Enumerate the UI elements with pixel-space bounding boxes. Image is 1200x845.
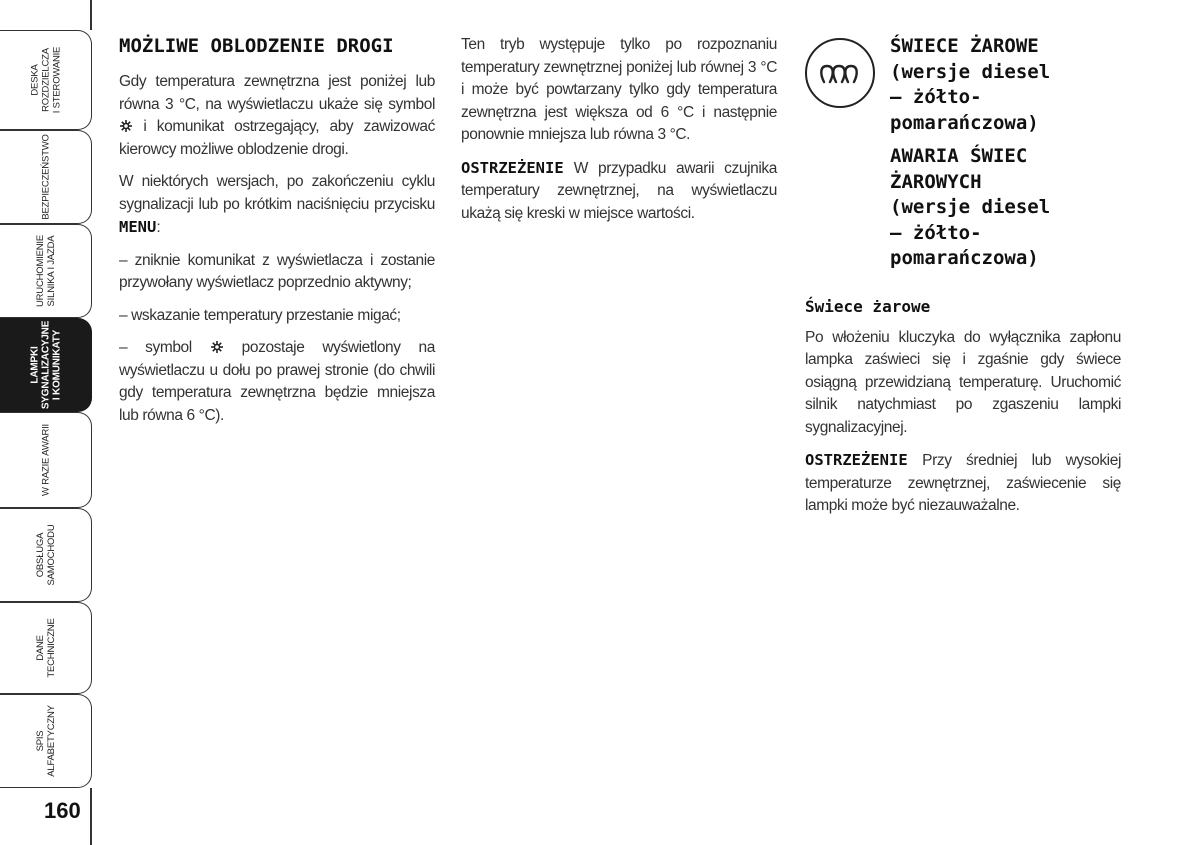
snowflake-icon	[119, 119, 133, 133]
heading-line: AWARIA ŚWIEC	[890, 145, 1028, 167]
tab-bezpieczenstwo[interactable]	[0, 130, 92, 224]
heading-line: ŻAROWYCH	[890, 170, 982, 193]
tab-label: URUCHOMIENIE SILNIKA I JAZDA	[34, 234, 57, 308]
tab-label: LAMPKI SYGNALIZACYJNE I KOMUNIKATY	[29, 320, 62, 410]
heading-line: ŚWIECE ŻAROWE	[890, 35, 1039, 57]
heading-line: pomarańczowa)	[890, 111, 1039, 134]
snowflake-icon	[210, 340, 224, 354]
tab-dane-techniczne[interactable]	[0, 602, 92, 694]
column-1	[119, 34, 435, 437]
column-2	[461, 34, 777, 235]
sidebar-top-line	[90, 0, 92, 30]
text: i komunikat ostrzegający, aby zawizować kierowcy możliwe oblodzenie drogi.	[119, 118, 435, 158]
section-heading: MOŻLIWE OBLODZENIE DROGI	[119, 35, 394, 57]
text: W niektórych wersjach, po zakończeniu cyklu sygnalizacji lub po krótkim naciśnięciu przycisku	[119, 173, 435, 213]
tab-label: OBSŁUGA SAMOCHODU	[34, 524, 57, 586]
heading-line: – żółto-	[890, 86, 982, 108]
heading-line: pomarańczowa)	[890, 247, 1039, 269]
paragraph: Ten tryb występuje tylko po rozpoznaniu temperatury zewnętrznej poniżej lub równej 3 °C i może być powtarzany tylko gdy temperatura zewnętrzna jest większa od 6 °C i następnie ponownie mniejsza lub równa 3 °C.	[461, 36, 777, 143]
menu-label: MENU	[119, 218, 157, 236]
warning-label: OSTRZEŻENIE	[461, 158, 564, 177]
warning-label: OSTRZEŻENIE	[805, 451, 908, 469]
heading-line: (wersje diesel	[890, 60, 1051, 83]
paragraph	[119, 71, 435, 161]
tab-label: BEZPIECZEŃSTWO	[40, 134, 51, 220]
subheading: Świece żarowe	[805, 297, 931, 316]
tab-label: SPIS ALFABETYCZNY	[34, 705, 57, 777]
tab-w-razie-awarii[interactable]	[0, 412, 92, 508]
page-number: 160	[44, 798, 81, 823]
glow-plug-icon	[805, 38, 875, 108]
paragraph: Po włożeniu kluczyka do wyłącznika zapłonu lampka zaświeci się i zgaśnie gdy świece osiągną przewidzianą temperaturę. Uruchomić silnik natychmiast po zgaszeniu lampki sygnalizacyjnej.	[805, 328, 1121, 436]
sidebar-bottom-line	[90, 788, 92, 845]
heading-line: – żółto-	[890, 221, 982, 244]
tab-label: DANE TECHNICZNE	[34, 618, 57, 678]
heading-line: (wersje diesel	[890, 196, 1051, 218]
paragraph: – zniknie komunikat z wyświetlacza i zostanie przywołany wyświetlacz poprzednio aktywny;	[119, 251, 435, 291]
tab-obsluga-samochodu[interactable]	[0, 508, 92, 602]
tab-spis-alfabetyczny[interactable]	[0, 694, 92, 788]
tab-uruchomienie[interactable]	[0, 224, 92, 318]
text: Gdy temperatura zewnętrzna jest poniżej lub równa 3 °C, na wyświetlaczu ukaże się symbol	[119, 73, 435, 113]
text: W przypadku awarii czujnika temperatury zewnętrznej, na wyświetlaczu ukażą się kreski w miejsce wartości.	[461, 159, 777, 222]
text: :	[156, 219, 161, 236]
paragraph: – wskazanie temperatury przestanie migać;	[119, 306, 401, 324]
tab-label: W RAZIE AWARII	[40, 424, 51, 496]
chapter-sidebar	[0, 0, 100, 845]
text: Przy średniej lub wysokiej temperaturze zewnętrznej, zaświecenie się lampki może być niezauważalne.	[805, 452, 1121, 514]
tab-label: DESKA ROZDZIELCZA I STEROWANIE	[29, 46, 62, 114]
warning-paragraph	[805, 449, 1121, 518]
warning-paragraph	[461, 157, 777, 226]
tab-lampki-sygnalizacyjne[interactable]	[0, 318, 92, 412]
paragraph	[119, 171, 435, 240]
tab-deska-rozdzielcza[interactable]	[0, 30, 92, 130]
text: – symbol	[119, 339, 192, 356]
glow-plug-heading	[890, 34, 1110, 272]
text: pozostaje wyświetlony na wyświetlaczu u dołu po prawej stronie (do chwili gdy temperatura zewnętrzna będzie mniejsza lub równa 6 °C).	[119, 339, 435, 424]
paragraph	[119, 337, 435, 427]
column-3-body	[805, 296, 1121, 528]
